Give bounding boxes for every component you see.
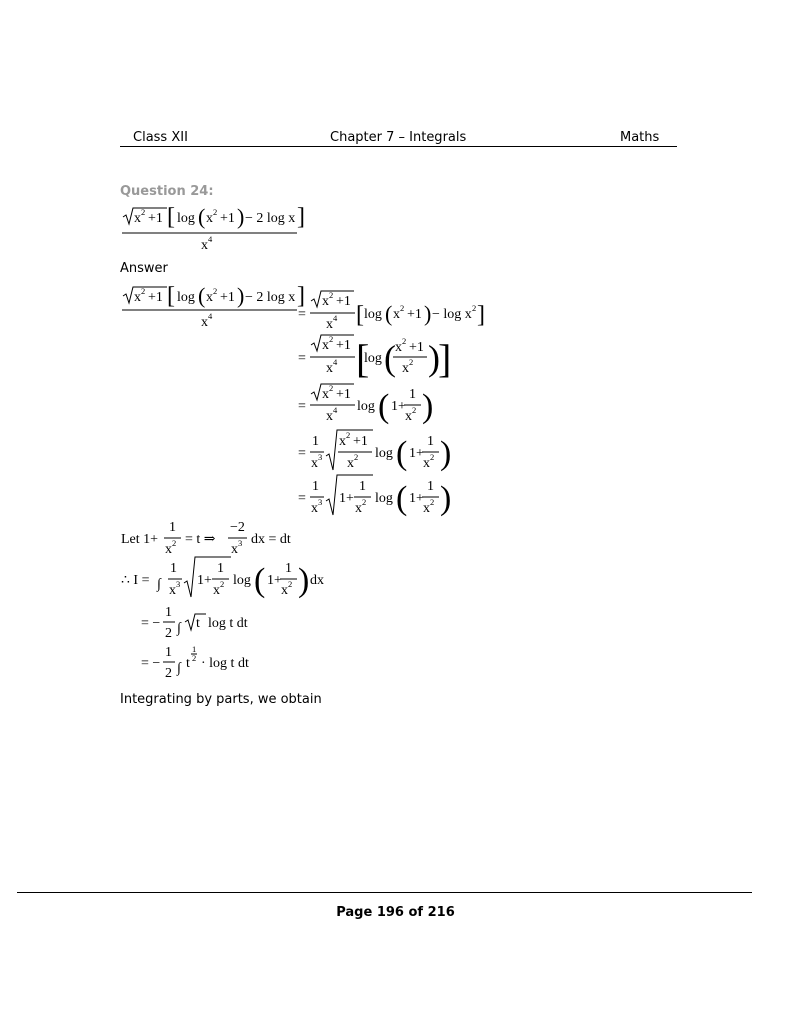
svg-text:x: x (322, 387, 329, 402)
svg-text:[: [ (356, 336, 370, 381)
svg-text:x: x (206, 290, 213, 305)
svg-text:=: = (298, 351, 306, 366)
svg-text:+1: +1 (148, 211, 163, 226)
svg-text:): ) (237, 283, 245, 308)
svg-text:2: 2 (329, 290, 334, 300)
svg-text:1: 1 (409, 387, 416, 402)
svg-text:dx = dt: dx = dt (251, 532, 291, 547)
svg-text:x: x (326, 361, 333, 376)
svg-text:log: log (375, 446, 393, 461)
svg-text:1: 1 (427, 434, 434, 449)
header-class: Class XII (133, 130, 188, 145)
svg-text:): ) (440, 480, 452, 517)
svg-text:): ) (440, 435, 452, 472)
svg-text:x: x (393, 307, 400, 322)
svg-text:4: 4 (333, 357, 338, 367)
svg-text:3: 3 (176, 579, 181, 589)
svg-text:x: x (201, 315, 208, 330)
svg-text:3: 3 (238, 538, 243, 548)
svg-text:[: [ (356, 302, 364, 328)
svg-text:2: 2 (172, 538, 177, 548)
svg-text:2: 2 (329, 383, 334, 393)
question-expression (122, 204, 305, 253)
svg-text:1: 1 (169, 520, 176, 535)
svg-text:2: 2 (402, 336, 407, 346)
svg-text:(: ( (378, 388, 390, 425)
answer-label: Answer (120, 261, 168, 276)
svg-text:1+: 1+ (339, 491, 354, 506)
integral-line-2 (141, 605, 248, 641)
svg-text:x: x (201, 238, 208, 253)
svg-text:+1: +1 (336, 338, 351, 353)
svg-text:]: ] (297, 283, 305, 309)
svg-text:2: 2 (165, 666, 172, 681)
closing-text: Integrating by parts, we obtain (120, 692, 322, 707)
svg-text:x: x (405, 409, 412, 424)
svg-text:= −: = − (141, 656, 161, 671)
svg-text:+1: +1 (220, 290, 235, 305)
svg-text:1: 1 (217, 561, 224, 576)
svg-text:x: x (134, 290, 141, 305)
svg-text:): ) (298, 562, 310, 599)
svg-text:+1: +1 (353, 434, 368, 449)
svg-text:1: 1 (427, 479, 434, 494)
svg-text:(: ( (396, 480, 408, 517)
svg-text:log: log (375, 491, 393, 506)
svg-text:=: = (298, 307, 306, 322)
svg-text:+1: +1 (336, 387, 351, 402)
svg-text:log: log (364, 351, 382, 366)
svg-text:1: 1 (359, 479, 366, 494)
svg-text:): ) (422, 388, 434, 425)
svg-text:+1: +1 (220, 211, 235, 226)
svg-text:log: log (177, 211, 195, 226)
svg-text:2: 2 (346, 430, 351, 440)
svg-text:[: [ (167, 283, 175, 309)
header-subject: Maths (620, 130, 660, 145)
svg-text:1: 1 (170, 561, 177, 576)
page-number: Page 196 of 216 (336, 905, 455, 920)
svg-text:1+: 1+ (409, 491, 424, 506)
svg-text:4: 4 (333, 313, 338, 323)
svg-text:x: x (355, 501, 362, 516)
svg-text:log: log (364, 307, 382, 322)
svg-text:∫: ∫ (177, 621, 181, 636)
svg-text:[: [ (167, 204, 175, 230)
svg-text:(: ( (385, 301, 393, 326)
answer-step-4 (298, 430, 451, 472)
svg-text:2: 2 (141, 286, 146, 296)
svg-text:x: x (281, 583, 288, 598)
svg-text:x: x (402, 361, 409, 376)
svg-text:2: 2 (472, 303, 477, 313)
svg-text:x: x (213, 583, 220, 598)
svg-text:=: = (298, 446, 306, 461)
svg-text:log t dt: log t dt (208, 616, 248, 631)
footer-rule (17, 892, 752, 893)
svg-text:]: ] (297, 204, 305, 230)
svg-text:1: 1 (165, 645, 172, 660)
svg-text:x: x (206, 211, 213, 226)
svg-text:− 2 log x: − 2 log x (245, 211, 296, 226)
svg-text:x: x (347, 456, 354, 471)
svg-text:Let 1+: Let 1+ (121, 532, 159, 547)
svg-text:x: x (423, 456, 430, 471)
svg-text:2: 2 (165, 626, 172, 641)
svg-text:2: 2 (288, 579, 293, 589)
svg-text:t: t (196, 616, 200, 631)
substitution-line (121, 520, 291, 557)
svg-text:2: 2 (362, 497, 367, 507)
svg-text:x: x (169, 583, 176, 598)
svg-text:2: 2 (409, 357, 414, 367)
svg-text:(: ( (384, 338, 396, 378)
svg-text:= −: = − (141, 616, 161, 631)
svg-text:∫: ∫ (157, 577, 161, 592)
svg-text:x: x (311, 456, 318, 471)
svg-text:t: t (186, 656, 190, 671)
svg-text:log: log (357, 399, 375, 414)
question-title: Question 24: (120, 184, 214, 199)
svg-text:1: 1 (312, 434, 319, 449)
svg-text:1+: 1+ (409, 446, 424, 461)
svg-text:1: 1 (165, 605, 172, 620)
svg-text:∴ I =: ∴ I = (121, 573, 150, 588)
answer-step-1 (122, 283, 485, 332)
integral-line-3 (141, 644, 249, 681)
svg-text:x: x (326, 317, 333, 332)
svg-text:): ) (428, 338, 440, 378)
answer-step-2 (298, 334, 451, 381)
svg-text:dx: dx (310, 573, 324, 588)
svg-text:(: ( (396, 435, 408, 472)
svg-text:= t ⇒: = t ⇒ (185, 532, 216, 547)
answer-step-5 (298, 475, 451, 517)
svg-text:(: ( (198, 283, 206, 308)
svg-text:2: 2 (141, 207, 146, 217)
svg-text:x: x (231, 542, 238, 557)
svg-text:x: x (395, 340, 402, 355)
svg-text:1+: 1+ (267, 573, 282, 588)
svg-text:log: log (233, 573, 251, 588)
svg-text:4: 4 (208, 311, 213, 321)
svg-text:+1: +1 (407, 307, 422, 322)
svg-text:2: 2 (354, 452, 359, 462)
svg-text:): ) (237, 204, 245, 229)
svg-text:2: 2 (412, 405, 417, 415)
svg-text:x: x (311, 501, 318, 516)
answer-step-3 (298, 383, 433, 425)
svg-text:x: x (326, 409, 333, 424)
svg-text:1: 1 (285, 561, 292, 576)
svg-text:): ) (424, 301, 432, 326)
svg-text:1+: 1+ (197, 573, 212, 588)
svg-text:2: 2 (213, 286, 218, 296)
svg-text:· log t dt: · log t dt (201, 656, 249, 671)
svg-text:2: 2 (192, 653, 197, 663)
svg-text:]: ] (477, 302, 485, 328)
svg-text:(: ( (198, 204, 206, 229)
svg-text:]: ] (438, 336, 452, 381)
svg-text:2: 2 (400, 303, 405, 313)
svg-text:=: = (298, 491, 306, 506)
svg-text:− log x: − log x (432, 307, 472, 322)
svg-text:+1: +1 (148, 290, 163, 305)
svg-text:2: 2 (329, 334, 334, 344)
svg-text:2: 2 (430, 497, 435, 507)
svg-text:2: 2 (430, 452, 435, 462)
svg-text:2: 2 (220, 579, 225, 589)
svg-text:4: 4 (208, 234, 213, 244)
svg-text:∫: ∫ (177, 661, 181, 676)
svg-text:2: 2 (213, 207, 218, 217)
svg-text:4: 4 (333, 405, 338, 415)
svg-text:=: = (298, 399, 306, 414)
svg-text:1: 1 (192, 644, 197, 654)
svg-text:− 2 log x: − 2 log x (245, 290, 296, 305)
svg-text:3: 3 (318, 497, 323, 507)
header-chapter: Chapter 7 – Integrals (330, 130, 467, 145)
svg-text:1+: 1+ (391, 399, 406, 414)
svg-text:x: x (322, 338, 329, 353)
svg-text:x: x (423, 501, 430, 516)
svg-text:+1: +1 (409, 340, 424, 355)
svg-text:x: x (339, 434, 346, 449)
svg-text:3: 3 (318, 452, 323, 462)
svg-text:1: 1 (312, 479, 319, 494)
svg-text:x: x (134, 211, 141, 226)
svg-text:x: x (322, 294, 329, 309)
svg-text:log: log (177, 290, 195, 305)
svg-text:−2: −2 (230, 520, 245, 535)
svg-text:+1: +1 (336, 294, 351, 309)
integral-line-1 (121, 557, 324, 599)
svg-text:x: x (165, 542, 172, 557)
svg-text:(: ( (254, 562, 266, 599)
